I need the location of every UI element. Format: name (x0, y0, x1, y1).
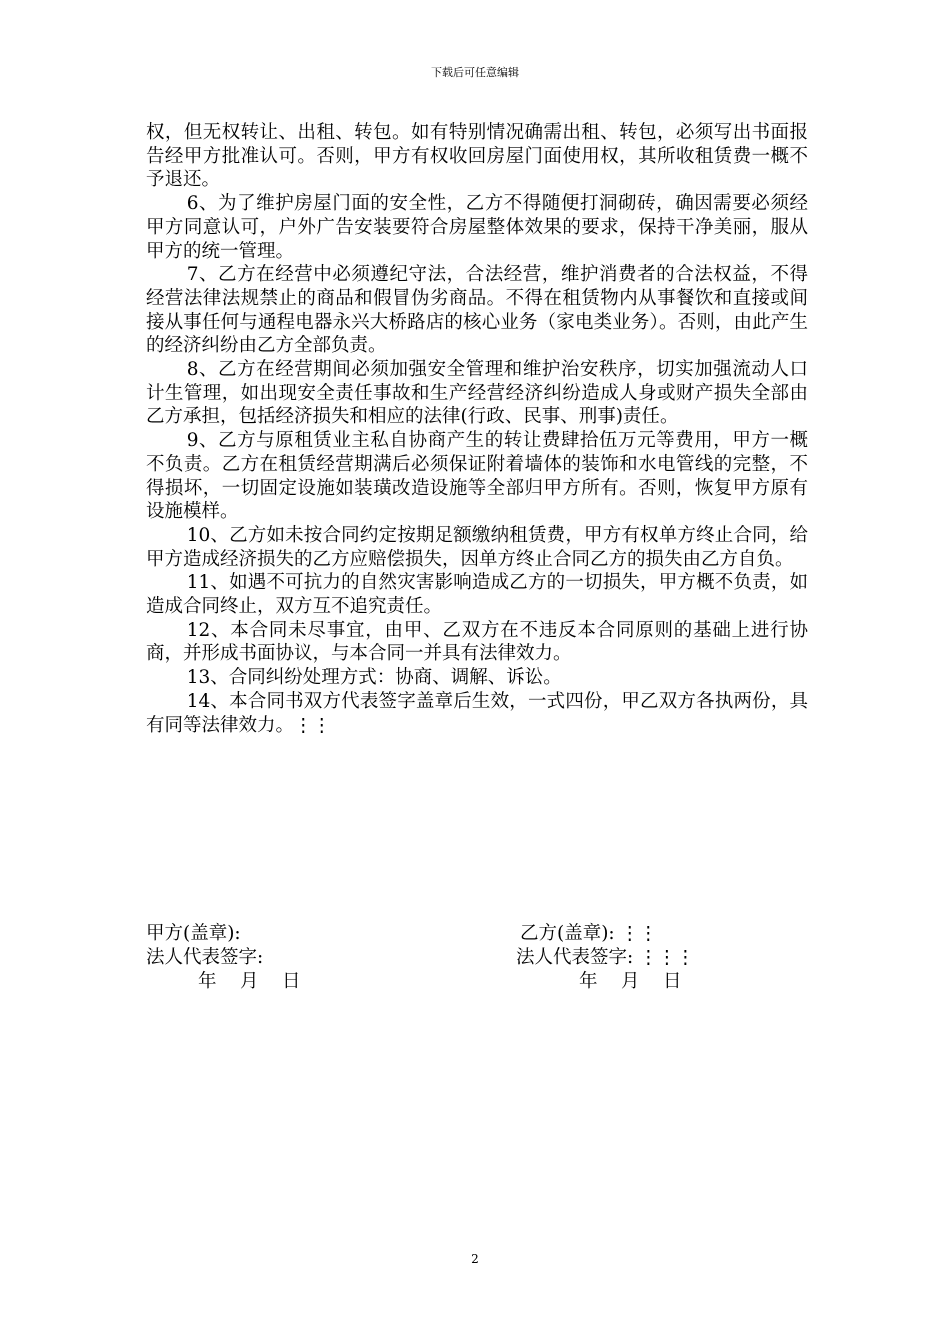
party-b-date-label: 年 月 日 (579, 971, 682, 992)
contract-body (146, 121, 808, 737)
party-a-representative-label: 法人代表签字: (146, 947, 264, 968)
party-a-date-label: 年 月 日 (198, 971, 301, 992)
clause-6: 6、为了维护房屋门面的安全性，乙方不得随便打洞砌砖，确因需要必须经甲方同意认可，户外广告安装要符合房屋整体效果的要求，保持干净美丽，服从甲方的统一管理。 (146, 193, 808, 262)
clause-14: 14、本合同书双方代表签字盖章后生效，一式四份，甲乙双方各执两份，具有同等法律效力。⋮⋮ (146, 690, 808, 736)
clause-continuation: 权，但无权转让、出租、转包。如有特别情况确需出租、转包，必须写出书面报告经甲方批准认可。否则，甲方有权收回房屋门面使用权，其所收租赁费一概不予退还。 (146, 122, 808, 191)
clause-9: 9、乙方与原租赁业主私自协商产生的转让费肆拾伍万元等费用，甲方一概不负责。乙方在租赁经营期满后必须保证附着墙体的装饰和水电管线的完整，不得损坏，一切固定设施如装璜改造设施等全部归甲方所有。否则，恢复甲方原有设施模样。 (146, 430, 808, 523)
party-b-representative-label: 法人代表签字: ⋮⋮⋮ (516, 947, 695, 968)
party-a-seal-label: 甲方(盖章): (146, 923, 241, 944)
party-b-seal-label: 乙方(盖章): ⋮⋮ (520, 923, 658, 944)
page-number: 2 (471, 1252, 479, 1266)
clause-10: 10、乙方如未按合同约定按期足额缴纳租赁费，甲方有权单方终止合同，给甲方造成经济损失的乙方应赔偿损失，因单方终止合同乙方的损失由乙方自负。 (146, 524, 808, 570)
page-header: 下载后可任意编辑 (431, 66, 519, 79)
clause-7: 7、乙方在经营中必须遵纪守法，合法经营，维护消费者的合法权益，不得经营法律法规禁止的商品和假冒伪劣商品。不得在租赁物内从事餐饮和直接或间接从事任何与通程电器永兴大桥路店的核心业务（家电类业务）。否则，由此产生的经济纠纷由乙方全部负责。 (146, 264, 808, 357)
clause-8: 8、乙方在经营期间必须加强安全管理和维护治安秩序，切实加强流动人口计生管理，如出现安全责任事故和生产经营经济纠纷造成人身或财产损失全部由乙方承担，包括经济损失和相应的法律(行政、民事、刑事)责任。 (146, 359, 808, 428)
clause-13: 13、合同纠纷处理方式：协商、调解、诉讼。 (186, 667, 562, 689)
clause-12: 12、本合同未尽事宜，由甲、乙双方在不违反本合同原则的基础上进行协商，并形成书面协议，与本合同一并具有法律效力。 (146, 619, 808, 665)
clause-11: 11、如遇不可抗力的自然灾害影响造成乙方的一切损失，甲方概不负责，如造成合同终止，双方互不追究责任。 (146, 572, 808, 618)
